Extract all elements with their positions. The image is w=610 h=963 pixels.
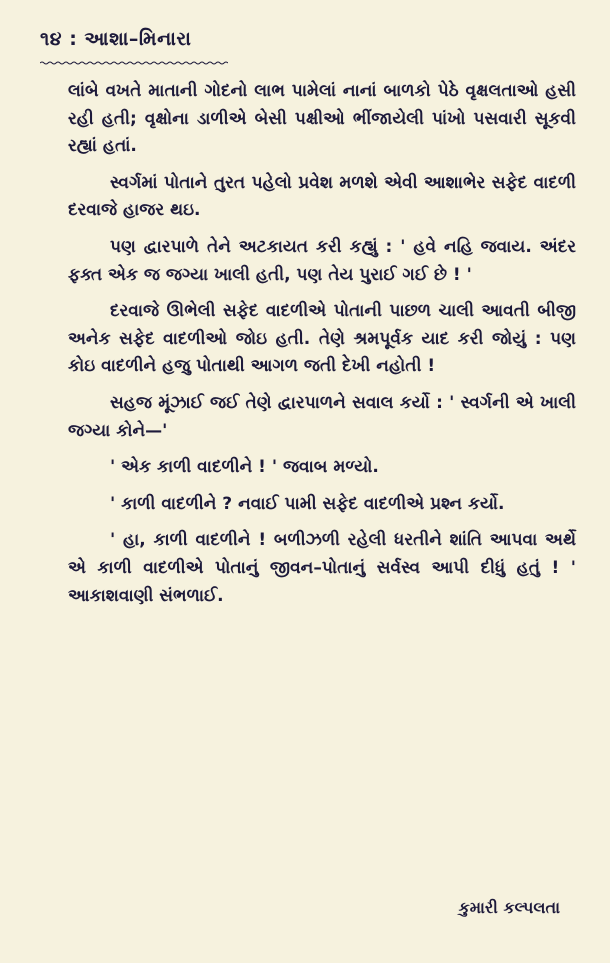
paragraph: ' હા, કાળી વાદળીને ! બળીઝળી રહેલી ધરતીને શાંતિ આપવા અર્થે એ કાળી વાદળીએ પોતાનું જીવન–પોતાનું સર્વસ્વ આપી દીધું હતું ! ' આકાશવાણી સંભળાઈ. — [68, 530, 576, 606]
paragraph: પણ દ્વારપાળે તેને અટકાયત કરી કહ્યું : ' હવે નહિ જવાય. અંદર ફક્ત એક જ જગ્યા ખાલી હતી, પણ તેય પુરાઈ ગઈ છે ! ' — [68, 236, 576, 285]
paragraph: સહજ મૂંઝાઈ જઈ તેણે દ્વારપાળને સવાલ કર્યો : ' સ્વર્ગની એ ખાલી જગ્યા કોને—' — [68, 392, 576, 441]
paragraph: સ્વર્ગમાં પોતાને તુરત પહેલો પ્રવેશ મળશે એવી આશાભેર સફેદ વાદળી દરવાજે હાજર થઇ. — [68, 172, 576, 221]
paragraph: દરવાજે ઊભેલી સફેદ વાદળીએ પોતાની પાછળ ચાલી આવતી બીજી અનેક સફેદ વાદળીઓ જોઇ હતી. તેણે શ્રમપૂર્વક યાદ કરી જોયું : પણ કોઇ વાદળીને હજુ પોતાથી આગળ જતી દેખી નહોતી ! — [68, 301, 576, 377]
header-wavy-rule — [40, 61, 228, 65]
page-header: ૧૪ : આશા–મિનારા — [40, 28, 192, 50]
story-body — [68, 78, 576, 619]
author-signature: કુમારી કલ્પલતા — [458, 898, 560, 917]
paragraph: લાંબે વખતે માતાની ગોદનો લાભ પામેલાં નાનાં બાળકો પેઠે વૃક્ષલતાઓ હસી રહી હતી; વૃક્ષોના ડાળીએ બેસી પક્ષીઓ ભીંજાયેલી પાંખો પસવારી સૂકવી રહ્યાં હતાં. — [68, 81, 576, 157]
paragraph: ' એક કાળી વાદળીને ! ' જવાબ મળ્યો. — [110, 457, 379, 478]
paragraph: ' કાળી વાદળીને ? નવાઈ પામી સફેદ વાદળીએ પ્રશ્ન કર્યો. — [110, 493, 505, 514]
